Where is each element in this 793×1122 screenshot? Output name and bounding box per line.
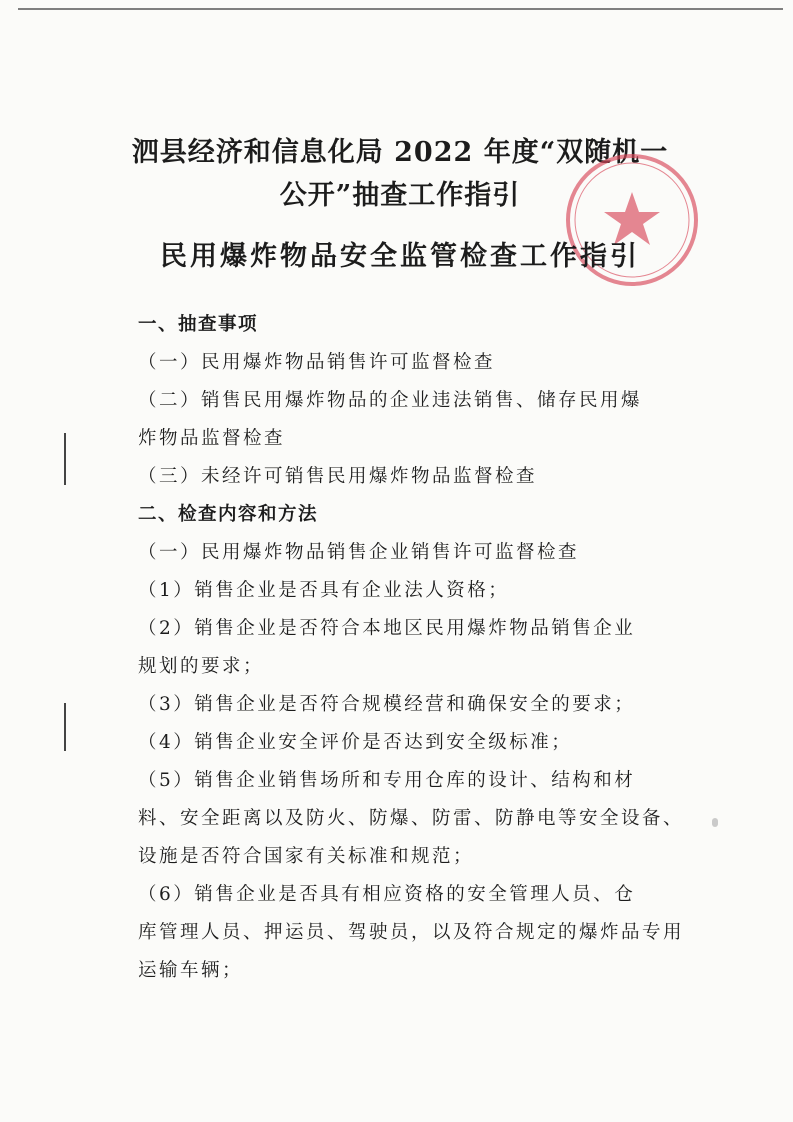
text-line: （5）销售企业销售场所和专用仓库的设计、结构和材 <box>138 770 636 791</box>
text-line: （一）民用爆炸物品销售企业销售许可监督检查 <box>138 542 580 563</box>
section-heading-content-methods: 二、检查内容和方法 <box>138 504 319 525</box>
binding-mark-upper <box>64 433 66 485</box>
scan-speck <box>712 818 718 827</box>
section-heading-inspection-items: 一、抽查事项 <box>138 314 259 335</box>
text-line: （1）销售企业是否具有企业法人资格； <box>138 580 510 601</box>
text-line-continuation: 炸物品监督检查 <box>138 428 286 449</box>
text-line: （6）销售企业是否具有相应资格的安全管理人员、仓 <box>138 884 636 905</box>
text-line-continuation: 规划的要求； <box>138 656 265 677</box>
text-line-continuation: 料、安全距离以及防火、防爆、防雷、防静电等安全设备、 <box>138 808 685 829</box>
text-line: （4）销售企业安全评价是否达到安全级标准； <box>138 732 573 753</box>
document-subtitle: 民用爆炸物品安全监管检查工作指引 <box>160 241 640 272</box>
document-title-line1: 泗县经济和信息化局 2022 年度“双随机一 <box>131 137 669 168</box>
text-line: （三）未经许可销售民用爆炸物品监督检查 <box>138 466 538 487</box>
text-line: （3）销售企业是否符合规模经营和确保安全的要求； <box>138 694 636 715</box>
text-line-continuation: 库管理人员、押运员、驾驶员，以及符合规定的爆炸品专用 <box>138 922 685 943</box>
text-line: （二）销售民用爆炸物品的企业违法销售、储存民用爆 <box>138 390 643 411</box>
binding-mark-lower <box>64 703 66 751</box>
text-line: （2）销售企业是否符合本地区民用爆炸物品销售企业 <box>138 618 636 639</box>
text-line-continuation: 运输车辆； <box>138 960 244 981</box>
document-title-line2: 公开”抽查工作指引 <box>279 180 521 211</box>
text-line: （一）民用爆炸物品销售许可监督检查 <box>138 352 496 373</box>
top-border-line <box>18 8 783 10</box>
text-line-continuation: 设施是否符合国家有关标准和规范； <box>138 846 475 867</box>
